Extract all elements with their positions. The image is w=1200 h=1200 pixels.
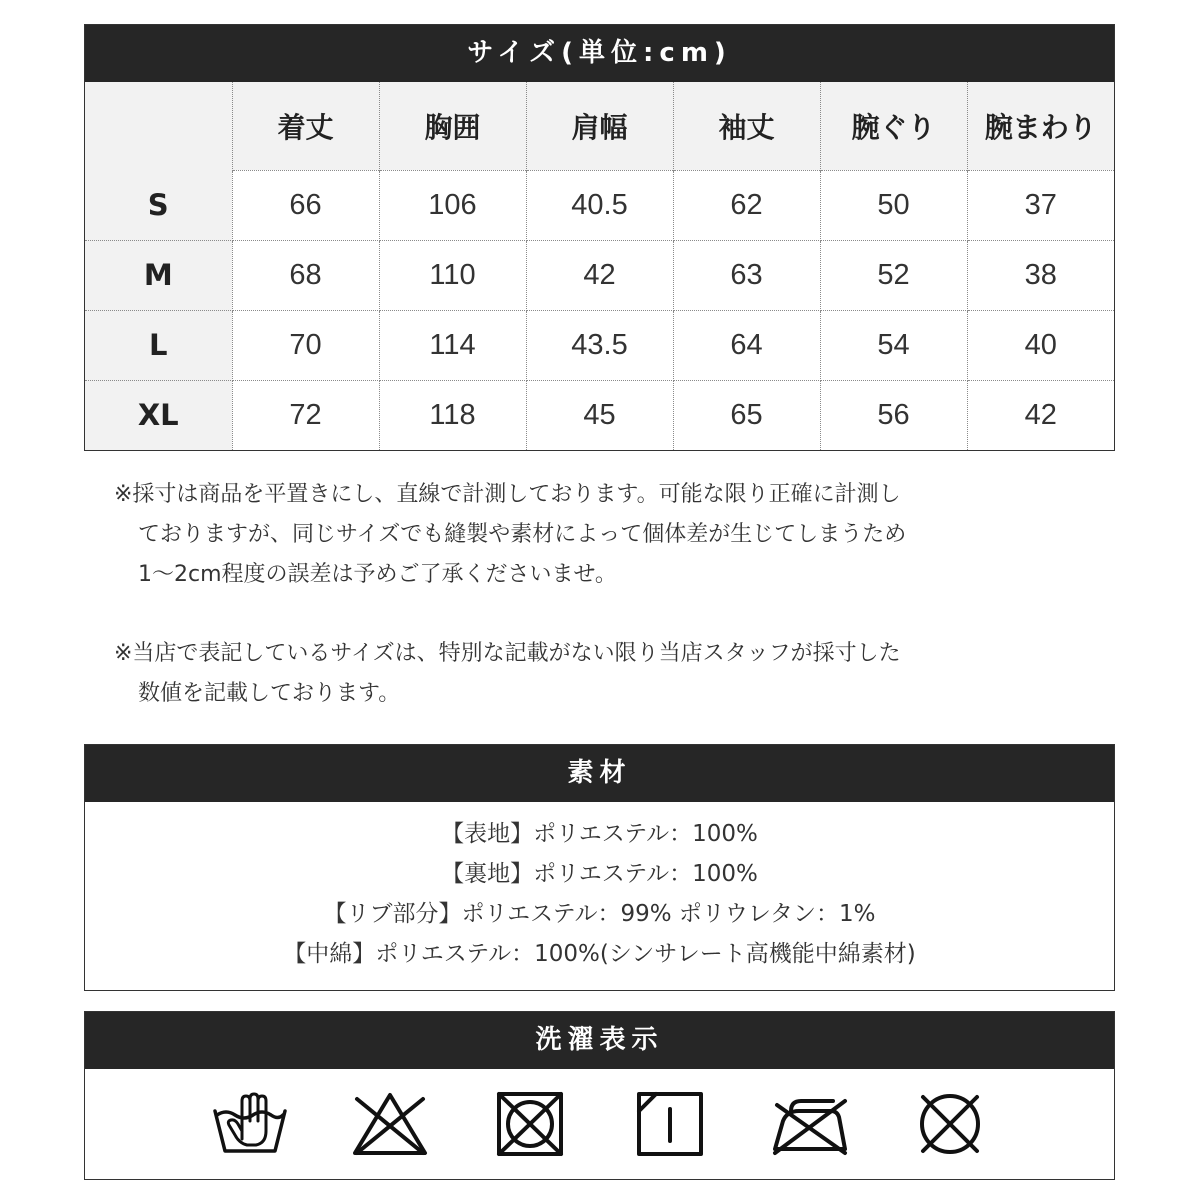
table-cell: 64 [673,310,820,380]
material-line: 【リブ部分】ポリエステル：99% ポリウレタン：1% [323,901,876,927]
material-title: 素材 [85,745,1114,802]
table-cell: 37 [967,170,1114,240]
table-cell: 42 [967,380,1114,450]
table-cell: 40.5 [526,170,673,240]
table-cell: 38 [967,240,1114,310]
material-list [85,802,1114,990]
table-cell: 54 [820,310,967,380]
table-cell: 62 [673,170,820,240]
material-line: 【中綿】ポリエステル：100%(シンサレート高機能中綿素材) [283,941,916,967]
table-row [85,240,1114,310]
column-header-size [85,82,232,170]
table-cell: 110 [379,240,526,310]
no-bleach-icon [351,1091,429,1157]
size-label: M [85,240,232,310]
column-header-shoulder: 肩幅 [526,82,673,170]
size-chart [84,24,1115,451]
table-cell: 118 [379,380,526,450]
table-cell: 70 [232,310,379,380]
size-label: XL [85,380,232,450]
note-line: ※当店で表記しているサイズは、特別な記載がない限り当店スタッフが採寸した [114,641,901,666]
note-line: 数値を記載しております。 [138,681,401,706]
care-symbols [85,1069,1114,1179]
table-cell: 43.5 [526,310,673,380]
material-section [84,744,1115,991]
measurement-note [114,475,1014,595]
table-cell: 63 [673,240,820,310]
size-notation-note [114,634,1014,714]
table-cell: 114 [379,310,526,380]
table-row [85,310,1114,380]
size-table-header-row [85,82,1114,170]
table-cell: 50 [820,170,967,240]
table-row [85,380,1114,450]
table-cell: 66 [232,170,379,240]
material-line: 【裏地】ポリエステル：100% [441,861,758,887]
line-dry-shade-icon [631,1091,709,1157]
size-label: S [85,170,232,240]
note-line: 1〜2cm程度の誤差は予めご了承くださいませ。 [138,562,617,587]
no-tumble-dry-icon [491,1091,569,1157]
table-cell: 56 [820,380,967,450]
table-cell: 65 [673,380,820,450]
column-header-sleeve: 袖丈 [673,82,820,170]
table-cell: 42 [526,240,673,310]
column-header-chest: 胸囲 [379,82,526,170]
washing-title: 洗濯表示 [85,1012,1114,1069]
table-cell: 52 [820,240,967,310]
table-cell: 40 [967,310,1114,380]
table-cell: 72 [232,380,379,450]
size-label: L [85,310,232,380]
note-line: ておりますが、同じサイズでも縫製や素材によって個体差が生じてしまうため [138,522,907,547]
washing-section [84,1011,1115,1180]
table-row [85,170,1114,240]
no-iron-icon [771,1091,849,1157]
size-table [85,82,1114,450]
column-header-armhole: 腕ぐり [820,82,967,170]
size-chart-title: サイズ(単位:cm) [85,25,1114,82]
note-line: ※採寸は商品を平置きにし、直線で計測しております。可能な限り正確に計測し [114,482,901,507]
hand-wash-icon [211,1091,289,1157]
table-cell: 45 [526,380,673,450]
table-cell: 106 [379,170,526,240]
material-line: 【表地】ポリエステル：100% [441,821,758,847]
table-cell: 68 [232,240,379,310]
column-header-arm-circumference: 腕まわり [967,82,1114,170]
column-header-length: 着丈 [232,82,379,170]
no-dry-clean-icon [911,1091,989,1157]
